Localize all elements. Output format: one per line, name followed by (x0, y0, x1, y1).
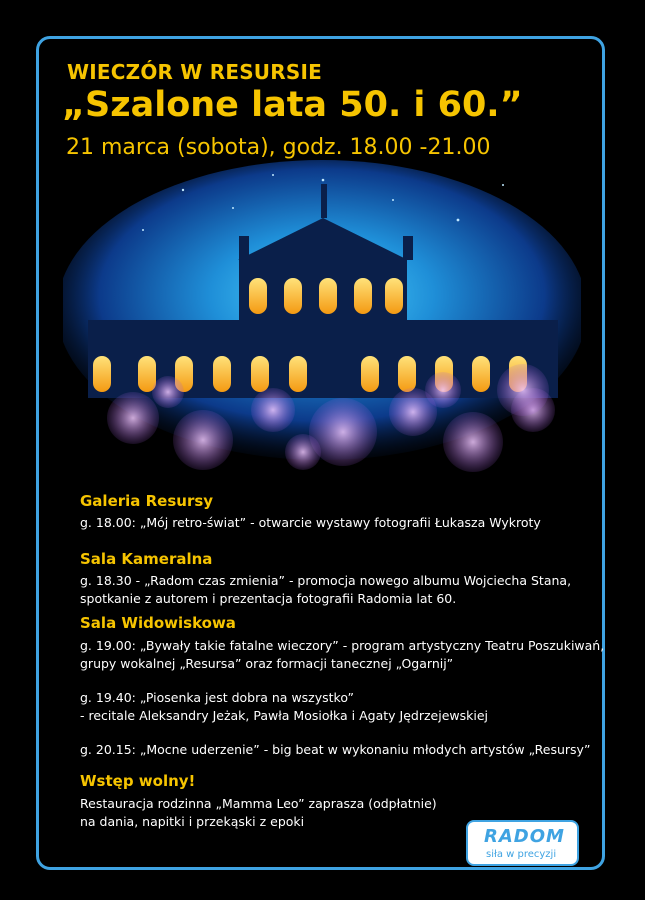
section-widowiskowa-heading: Sala Widowiskowa (80, 614, 236, 632)
kameralna-line-2: spotkanie z autorem i prezentacja fotografii Radomia lat 60. (80, 591, 457, 606)
widowiskowa-line-1: g. 19.00: „Bywały takie fatalne wieczory” - program artystyczny Teatru Poszukiwań, (80, 638, 605, 653)
logo-wordmark: RADOM (484, 826, 565, 847)
wstep-line-1: Restauracja rodzinna „Mamma Leo” zaprasza (odpłatnie) (80, 796, 437, 811)
widowiskowa-line-3: g. 19.40: „Piosenka jest dobra na wszystko” (80, 690, 355, 705)
galeria-line-1: g. 18.00: „Mój retro-świat” - otwarcie wystawy fotografii Łukasza Wykroty (80, 515, 541, 530)
building-night-icon (63, 160, 581, 478)
poster-title: „Szalone lata 50. i 60.” (62, 85, 523, 125)
section-galeria-heading: Galeria Resursy (80, 492, 214, 510)
wstep-line-2: na dania, napitki i przekąski z epoki (80, 814, 305, 829)
widowiskowa-line-5: g. 20.15: „Mocne uderzenie” - big beat w wykonaniu młodych artystów „Resursy” (80, 742, 591, 757)
widowiskowa-line-4: - recitale Aleksandry Jeżak, Pawła Mosiołka i Agaty Jędrzejewskiej (80, 708, 489, 723)
radom-logo (466, 820, 579, 866)
event-date: 21 marca (sobota), godz. 18.00 -21.00 (66, 135, 491, 160)
logo-tagline: siła w precyzji (486, 849, 557, 860)
section-kameralna-heading: Sala Kameralna (80, 550, 213, 568)
kameralna-line-1: g. 18.30 - „Radom czas zmienia” - promocja nowego albumu Wojciecha Stana, (80, 573, 572, 588)
section-wstep-heading: Wstęp wolny! (80, 772, 196, 790)
widowiskowa-line-2: grupy wokalnej „Resursa” oraz formacji tanecznej „Ogarnij” (80, 656, 454, 671)
poster-kicker: WIECZÓR W RESURSIE (67, 60, 322, 84)
